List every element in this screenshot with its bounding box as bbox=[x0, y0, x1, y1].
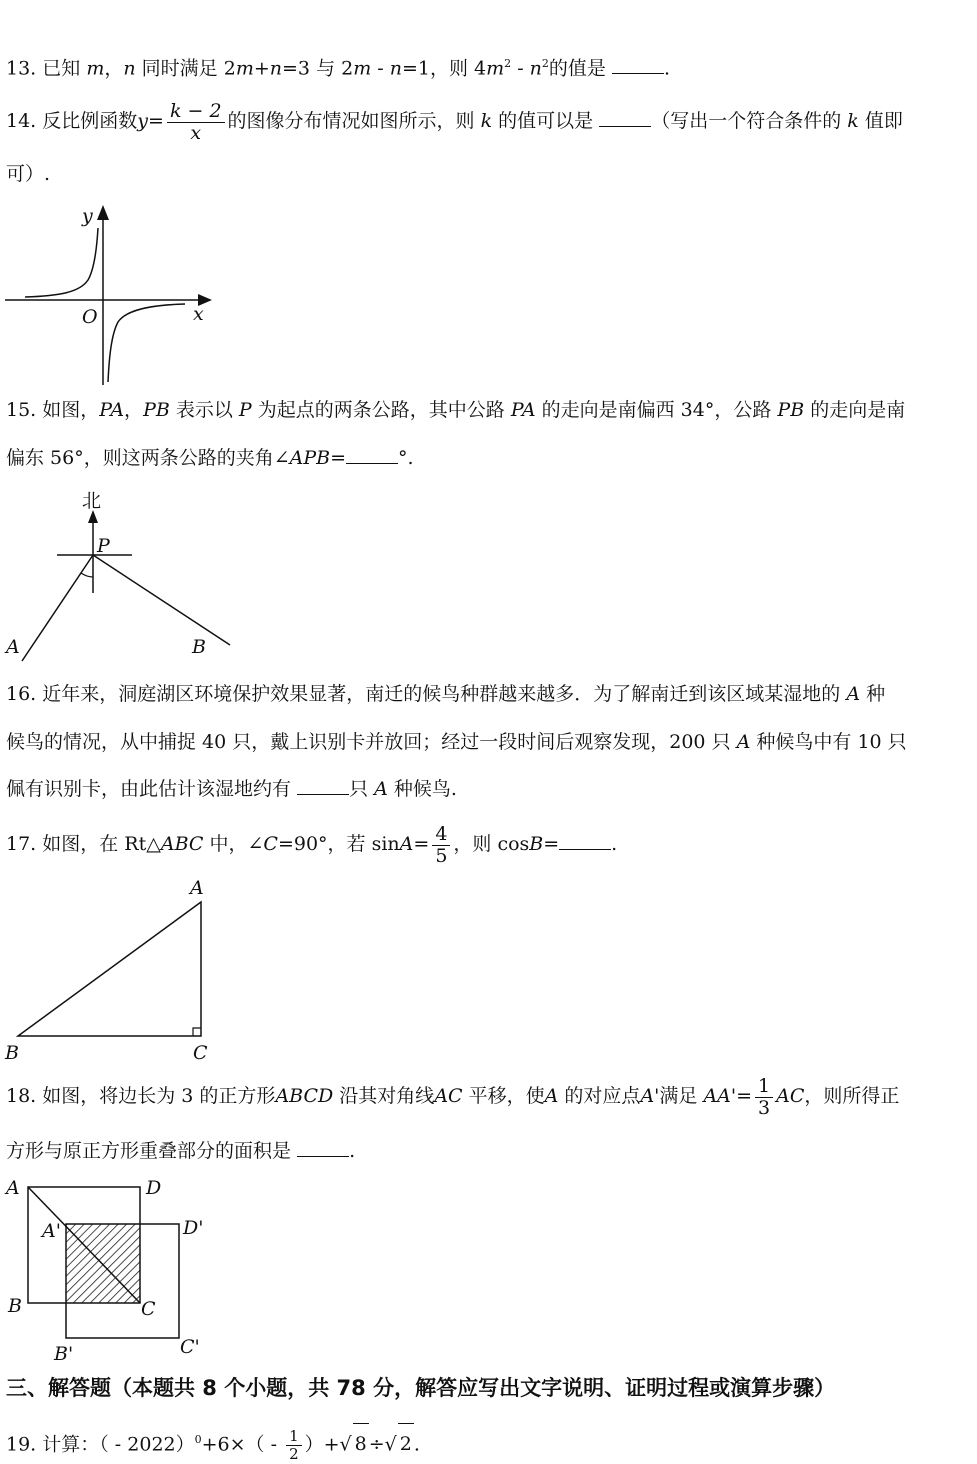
question-16: 16. 近年来，洞庭湖区环境保护效果显著，南迁的候鸟种群越来越多．为了解南迁到该区域某湿地的 A 种 bbox=[6, 683, 886, 705]
compass-figure bbox=[0, 485, 240, 665]
point-P-label: P bbox=[97, 535, 110, 557]
point-A-label: A bbox=[6, 636, 20, 658]
sqrt-symbol: √ bbox=[339, 1433, 352, 1456]
point-C-label: C bbox=[193, 1042, 208, 1064]
squares-figure bbox=[0, 1172, 220, 1367]
triangle-figure bbox=[0, 872, 230, 1067]
question-15: 15. 如图，PA，PB 表示以 P 为起点的两条公路，其中公路 PA 的走向是南偏西 34°，公路 PB 的走向是南 bbox=[6, 399, 906, 421]
triangle-ABC bbox=[18, 902, 201, 1036]
question-17: 17. 如图，在 Rt△ABC 中，∠C=90°，若 sinA= $\frac{4}{5}$ ，则 cosB= . bbox=[6, 822, 618, 867]
angle-arc bbox=[81, 573, 93, 577]
north-label: 北 bbox=[82, 490, 102, 512]
hyperbola-branch-upper-left bbox=[25, 228, 98, 297]
point-B-prime-label: B' bbox=[54, 1343, 74, 1365]
point-B-label: B bbox=[192, 636, 206, 658]
question-18-cont: 方形与原正方形重叠部分的面积是 . bbox=[6, 1140, 356, 1162]
point-A-label: A bbox=[6, 1177, 20, 1199]
right-angle-mark bbox=[193, 1028, 201, 1036]
answer-blank[interactable] bbox=[612, 55, 664, 74]
fraction: $\frac{1}{2}$ bbox=[286, 1428, 302, 1462]
question-16-line3: 佩有识别卡，由此估计该湿地约有 只 A 种候鸟. bbox=[6, 778, 457, 800]
question-14: 14. 反比例函数y= $\frac{k - 2}{x}$ 的图像分布情况如图所示，则 k 的值可以是 （写出一个符合条件的 k 值即 bbox=[6, 99, 903, 144]
origin-label: O bbox=[82, 306, 98, 328]
answer-blank[interactable] bbox=[559, 831, 611, 850]
answer-blank[interactable] bbox=[599, 108, 651, 127]
point-D-label: D bbox=[146, 1177, 162, 1199]
point-A-prime-label: A' bbox=[42, 1220, 61, 1242]
question-18: 18. 如图，将边长为 3 的正方形ABCD 沿其对角线AC 平移，使A 的对应点A'满足 AA'= $\frac{1}{3}$ AC，则所得正 bbox=[6, 1074, 900, 1119]
sqrt-symbol: √ bbox=[384, 1433, 397, 1456]
section-heading: 三、解答题（本题共 8 个小题，共 78 分，解答应写出文字说明、证明过程或演算步骤） bbox=[6, 1376, 836, 1400]
question-16-line2: 候鸟的情况，从中捕捉 40 只，戴上识别卡并放回；经过一段时间后观察发现，200 只 A 种候鸟中有 10 只 bbox=[6, 731, 907, 753]
x-label: x bbox=[193, 303, 204, 325]
point-D-prime-label: D' bbox=[183, 1217, 204, 1239]
answer-blank[interactable] bbox=[297, 1138, 349, 1157]
answer-blank[interactable] bbox=[297, 776, 349, 795]
road-PA bbox=[22, 555, 93, 661]
fraction: $\frac{4}{5}$ bbox=[432, 824, 450, 867]
question-19: 19. 计算：（ - 2022）$^0$+6×（ - $\frac{1}{2}$ ）+√ 8 ÷√ 2 . bbox=[6, 1420, 420, 1464]
y-label: y bbox=[82, 205, 93, 227]
y-axis-arrow bbox=[97, 205, 109, 220]
question-number: 13. bbox=[6, 57, 37, 80]
answer-blank[interactable] bbox=[346, 445, 398, 464]
question-13: 13. 已知 m，n 同时满足 2m+n=3 与 2m - n=1，则 $4m^2 - n^2$的值是 . bbox=[6, 57, 671, 80]
fraction: $\frac{1}{3}$ bbox=[755, 1076, 773, 1119]
point-B-label: B bbox=[8, 1295, 22, 1317]
point-C-label: C bbox=[141, 1298, 156, 1320]
point-B-label: B bbox=[5, 1042, 19, 1064]
hyperbola-figure bbox=[0, 200, 220, 390]
fraction: $\frac{k - 2}{x}$ bbox=[167, 101, 225, 144]
road-PB bbox=[93, 555, 230, 645]
point-C-prime-label: C' bbox=[180, 1336, 200, 1358]
question-15-cont: 偏东 56°，则这两条公路的夹角∠APB= °. bbox=[6, 447, 414, 469]
point-A-label: A bbox=[190, 877, 204, 899]
question-14-cont: 可）. bbox=[6, 163, 51, 185]
hyperbola-branch-lower-right bbox=[108, 304, 185, 382]
